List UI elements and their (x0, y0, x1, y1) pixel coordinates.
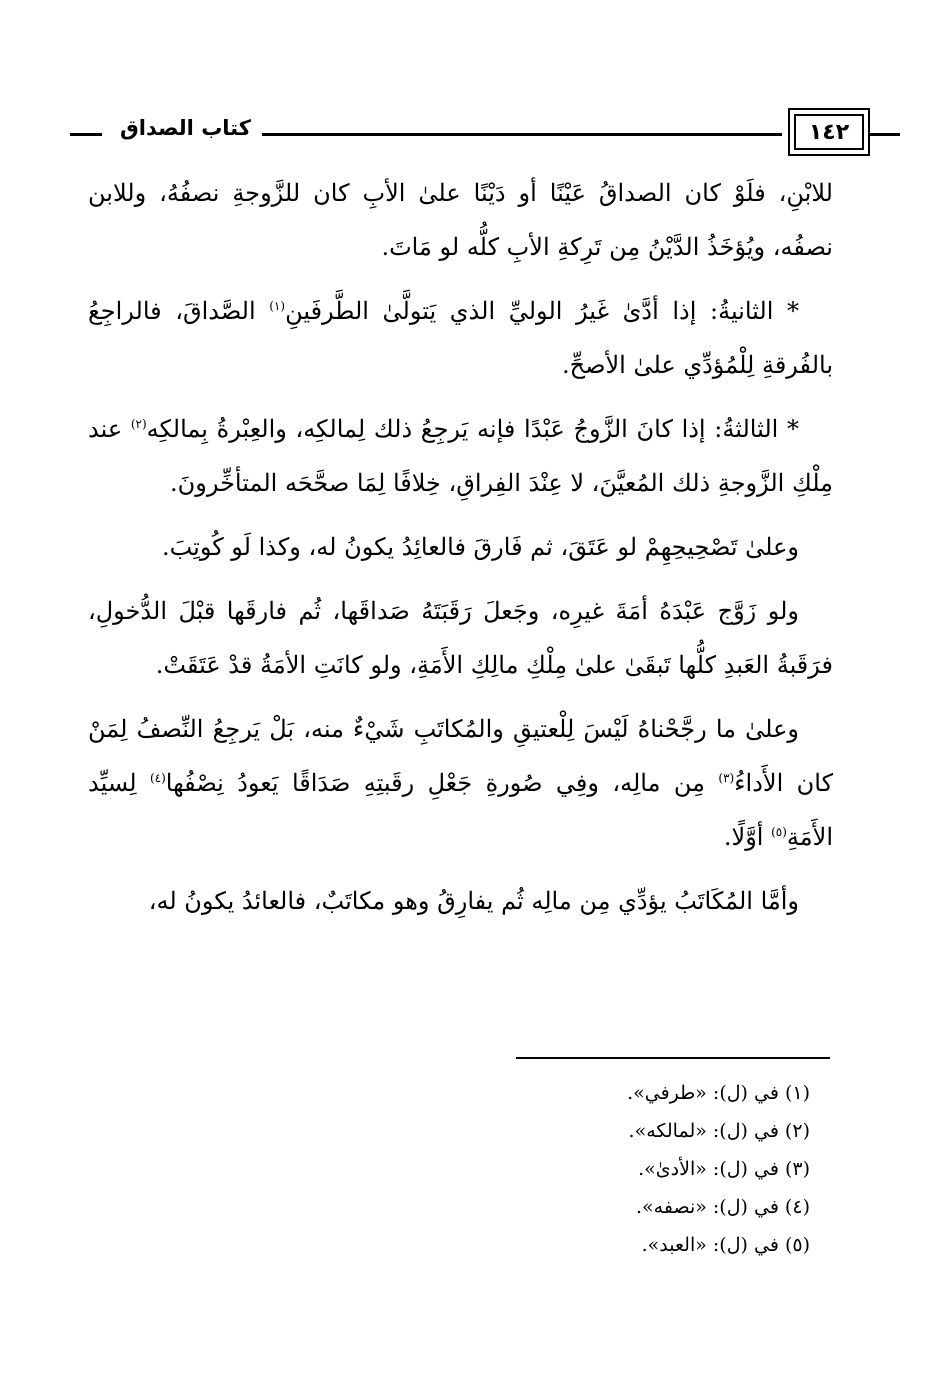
paragraph-2-text-b: الصَّداقَ، فالراجِعُ بالفُرقةِ لِلْمُؤدِّي علىٰ الأصحِّ. (88, 297, 833, 379)
footnote-ref-5: (٥) (771, 825, 787, 839)
header-rule-right (870, 133, 900, 136)
footnote-3: (٣) في (ل): «الأدىٰ». (638, 1158, 810, 1180)
footnote-ref-1: (١) (269, 299, 286, 313)
header-rule-left (70, 133, 102, 136)
paragraph-1: للابْنِ، فلَوْ كان الصداقُ عَيْنًا أو دَيْنًا علىٰ الأبِ كان للزَّوجةِ نصفُهُ، وللابن نصفُه، ويُؤخَذُ الدَّيْنُ مِن تَرِكةِ الأبِ كلُّه لو مَاتَ. (88, 179, 833, 261)
footnotes (300, 1074, 810, 1264)
footnote-ref-2: (٢) (130, 417, 147, 431)
paragraph-7: وأمَّا المُكَاتَبُ يؤدِّي مِن مالِه ثُم يفارِقُ وهو مكاتَبٌ، فالعائدُ يكونُ له، (148, 887, 799, 915)
paragraph-2 (88, 284, 833, 392)
footnote-separator (516, 1057, 830, 1059)
paragraph-3-text-a: * الثالثةُ: إذا كانَ الزَّوجُ عَبْدًا فإنه يَرجِعُ ذلك لِمالكِه، والعِبْرةُ بِمالكِه (146, 415, 799, 443)
paragraph-6-text-b: مِن مالِه، وفِي صُورةِ جَعْلِ رقَبتِهِ صَدَاقًا يَعودُ نِصْفُها (165, 769, 719, 797)
page-number: ١٤٢ (794, 114, 864, 150)
footnote-4: (٤) في (ل): «نصفه». (636, 1196, 810, 1218)
paragraph-2-text-a: * الثانيةُ: إذا أدَّىٰ غَيرُ الوليِّ الذي يَتولَّىٰ الطَّرفَينِ (285, 297, 799, 325)
running-header (70, 108, 880, 164)
paragraph-6-text-c: لِسيِّد الأَمَةِ (88, 769, 833, 851)
footnote-5: (٥) في (ل): «العبد». (641, 1234, 810, 1256)
paragraph-6-text-a: وعلىٰ ما رجَّحْناهُ لَيْسَ لِلْعتيقِ والمُكاتَبِ شَيْءٌ منه، بَلْ يَرجِعُ النِّصفُ لِمَنْ كان الأَداءُ (88, 715, 833, 797)
paragraph-5: ولو زَوَّج عَبْدَهُ أمَةَ غيرِه، وجَعلَ رَقَبَتَهُ صَداقَها، ثُم فارقَها قبْلَ الدُّخولِ، فرَقَبةُ العَبدِ كلُّها تَبقَىٰ علىٰ مِلْكِ مالِكِ الأَمَةِ، ولو كانَتِ الأمَةُ قدْ عَتَقَتْ. (88, 597, 833, 679)
header-rule-middle (262, 133, 782, 136)
footnote-2: (٢) في (ل): «لمالكه». (628, 1120, 810, 1142)
footnote-ref-4: (٤) (149, 771, 166, 785)
footnote-1: (١) في (ل): «طرفي». (627, 1082, 810, 1104)
paragraph-6 (88, 702, 833, 864)
footnote-ref-3: (٣) (718, 771, 735, 785)
paragraph-4: وعلىٰ تَصْحِيحِهِمْ لو عَتَقَ، ثم فَارقَ فالعائِدُ يكونُ له، وكذا لَو كُوتِبَ. (161, 533, 799, 561)
main-text (88, 166, 833, 938)
page-number-box (788, 108, 870, 156)
book-title: كتاب الصداق (120, 116, 251, 140)
paragraph-3 (88, 402, 833, 510)
paragraph-3-text-b: عند مِلْكِ الزَّوجةِ ذلك المُعيَّنَ، لا عِنْدَ الفِراقِ، خِلافًا لِمَا صحَّحَه المتأخِّرونَ. (88, 415, 833, 497)
paragraph-6-text-d: أوَّلًا. (723, 823, 772, 851)
